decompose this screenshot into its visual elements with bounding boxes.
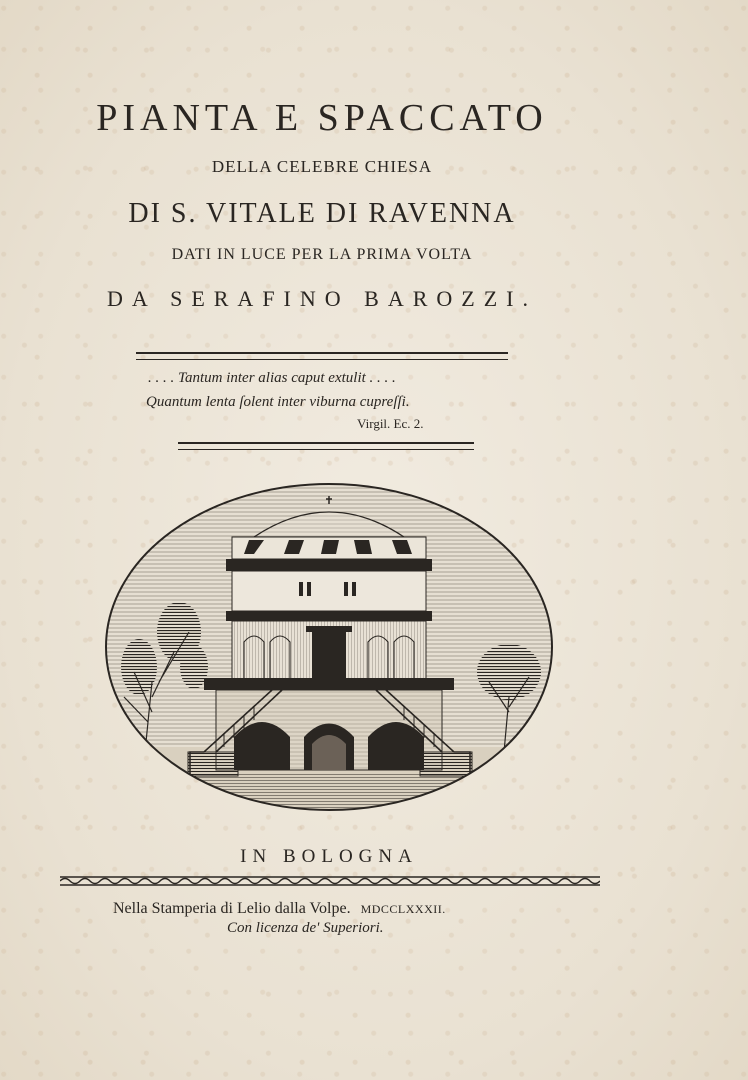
publication-note: DATI IN LUCE PER LA PRIMA VOLTA: [171, 246, 473, 263]
epigraph-line-1: . . . . Tantum inter alias caput extulit . . . .: [148, 370, 396, 386]
double-rule-bottom: [178, 442, 474, 450]
epigraph-source: Virgil. Ec. 2.: [357, 416, 424, 431]
printer-name: Nella Stamperia di Lelio dalla Volpe.: [113, 900, 351, 917]
church-engraving-icon: [104, 482, 554, 812]
ornamental-rule-icon: [60, 874, 600, 888]
imprint-place: IN BOLOGNA: [240, 846, 418, 867]
main-title: PIANTA E SPACCATO: [96, 97, 548, 139]
double-rule-top: [136, 352, 508, 360]
epigraph-line-2: Quantum lenta ſolent inter viburna cupreſſi.: [146, 394, 410, 410]
license-line: Con licenza de' Superiori.: [227, 920, 384, 936]
subtitle-line: DELLA CELEBRE CHIESA: [211, 157, 433, 176]
printer-line: [113, 900, 446, 918]
publication-year: MDCCLXXXII.: [360, 902, 446, 916]
author-line: DA SERAFINO BAROZZI.: [107, 286, 537, 311]
church-name: DI S. VITALE DI RAVENNA: [128, 198, 516, 229]
